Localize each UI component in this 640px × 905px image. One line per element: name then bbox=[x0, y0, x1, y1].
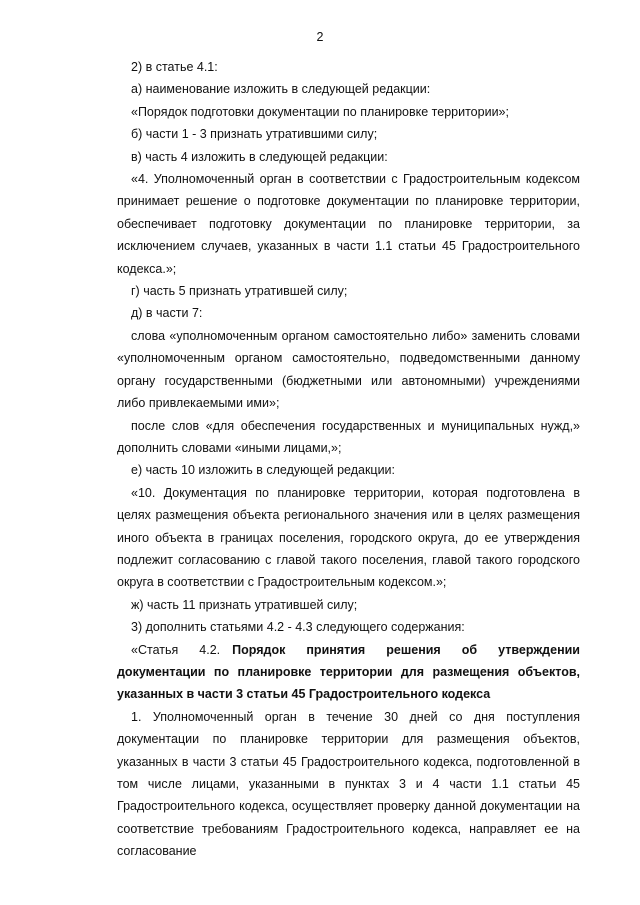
article-title: Порядок принятия решения об утверждении документации по планировке территории для размещения объектов, указанных в части 3 статьи 45 Градостроительного кодекса bbox=[117, 642, 580, 702]
paragraph-item-3: 3) дополнить статьями 4.2 - 4.3 следующего содержания: bbox=[131, 620, 465, 635]
paragraph-item-g: г) часть 5 признать утратившей силу; bbox=[131, 284, 348, 299]
paragraph-part-10-text: «10. Документация по планировке территории, которая подготовлена в целях размещения объекта регионального значения или в целях размещения иного объекта в границах поселения, городского округа, до ее утверждения подлежит согласованию с главой такого поселения, главой такого городского округа в соответствии с Градостроительным кодексом.»; bbox=[117, 485, 580, 590]
paragraph-article-4-1: 2) в статье 4.1: bbox=[131, 60, 218, 74]
article-prefix: «Статья 4.2. bbox=[131, 642, 221, 657]
paragraph-item-v: в) часть 4 изложить в следующей редакции: bbox=[131, 149, 388, 164]
paragraph-part-4-text: «4. Уполномоченный орган в соответствии с Градостроительным кодексом принимает решение о подготовке документации по планировке территории, обеспечивает подготовку документации по планировке территории, за исключением случаев, указанных в части 1.1 статьи 45 Градостроительного кодекса.»; bbox=[117, 172, 580, 276]
article-4-2-heading bbox=[117, 639, 580, 706]
document-body bbox=[117, 56, 580, 863]
paragraph-words-replace: слова «уполномоченным органом самостоятельно либо» заменить словами «уполномоченным органом самостоятельно, подведомственными данному органу государственными (бюджетными или автономными) учреждениями либо привлекаемыми ими»; bbox=[117, 328, 580, 411]
paragraph-item-a: а) наименование изложить в следующей редакции: bbox=[131, 82, 431, 97]
paragraph-item-e: е) часть 10 изложить в следующей редакции: bbox=[131, 463, 396, 478]
paragraph-article-4-2-part-1: 1. Уполномоченный орган в течение 30 дней со дня поступления документации по планировке территории для размещения объектов, указанных в части 3 статьи 45 Градостроительного кодекса, подготовленной в том числе лицами, указанными в пунктах 3 и 4 части 1.1 статьи 45 Градостроительного кодекса, осуществляет проверку данной документации на соответствие требованиям Градостроительного кодекса, направляет ее на согласование bbox=[117, 709, 580, 859]
paragraph-item-d: д) в части 7: bbox=[131, 306, 203, 321]
paragraph-new-title: «Порядок подготовки документации по планировке территории»; bbox=[131, 104, 509, 119]
paragraph-item-b: б) части 1 - 3 признать утратившими силу; bbox=[131, 127, 378, 142]
page-number: 2 bbox=[316, 30, 324, 44]
paragraph-item-zh: ж) часть 11 признать утратившей силу; bbox=[131, 597, 358, 612]
paragraph-words-add: после слов «для обеспечения государственных и муниципальных нужд,» дополнить словами «иными лицами,»; bbox=[117, 418, 580, 455]
